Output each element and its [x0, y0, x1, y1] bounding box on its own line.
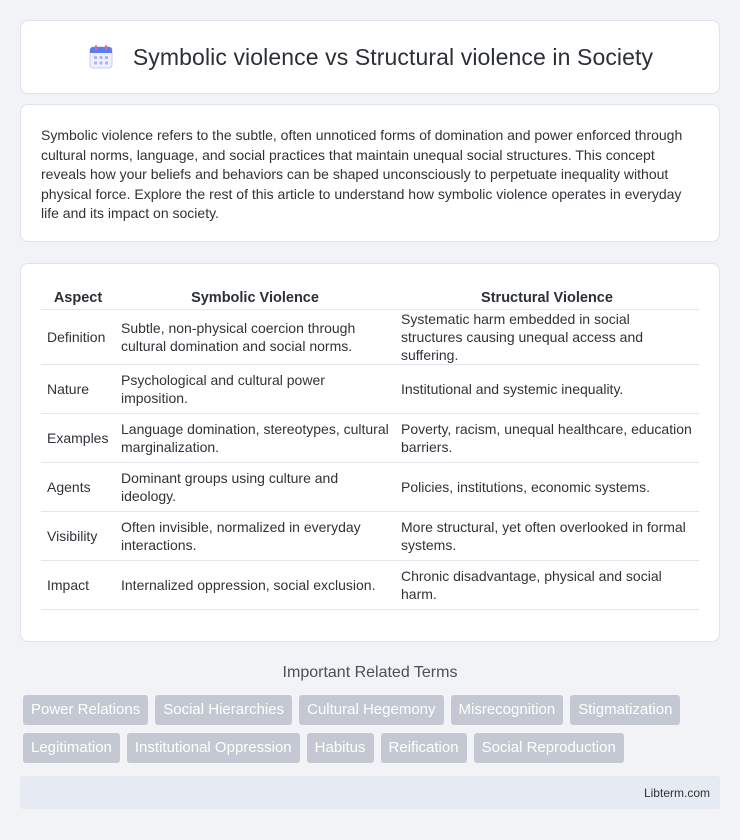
cell-structural: More structural, yet often overlooked in formal systems.	[395, 511, 699, 560]
cell-symbolic: Subtle, non-physical coercion through cultural domination and social norms.	[115, 309, 395, 364]
comparison-table	[41, 284, 699, 610]
footer-site-link[interactable]: Libterm.com	[643, 785, 710, 800]
title-wrap	[87, 43, 653, 71]
cell-symbolic: Often invisible, normalized in everyday interactions.	[115, 511, 395, 560]
tag-power-relations[interactable]: Power Relations	[23, 695, 148, 725]
header-structural: Structural Violence	[395, 284, 699, 309]
table-row	[41, 511, 699, 560]
header-symbolic: Symbolic Violence	[115, 284, 395, 309]
table-row	[41, 309, 699, 364]
table-header-row	[41, 284, 699, 309]
tag-misrecognition[interactable]: Misrecognition	[451, 695, 564, 725]
cell-aspect: Agents	[41, 462, 115, 511]
table-row	[41, 462, 699, 511]
cell-aspect: Definition	[41, 309, 115, 364]
tag-legitimation[interactable]: Legitimation	[23, 733, 120, 763]
header-aspect: Aspect	[41, 284, 115, 309]
related-terms-heading: Important Related Terms	[282, 664, 458, 681]
title-card	[20, 20, 720, 94]
table-row	[41, 364, 699, 413]
table-row	[41, 413, 699, 462]
page-title: Symbolic violence vs Structural violence in Society	[132, 43, 654, 70]
cell-aspect: Impact	[41, 560, 115, 609]
calendar-icon	[87, 43, 115, 71]
footer	[20, 776, 720, 809]
cell-structural: Poverty, racism, unequal healthcare, education barriers.	[395, 413, 699, 462]
tag-stigmatization[interactable]: Stigmatization	[570, 695, 680, 725]
cell-aspect: Examples	[41, 413, 115, 462]
cell-structural: Systematic harm embedded in social structures causing unequal access and suffering.	[395, 309, 699, 364]
table-row	[41, 560, 699, 609]
cell-symbolic: Psychological and cultural power imposition.	[115, 364, 395, 413]
tag-cultural-hegemony[interactable]: Cultural Hegemony	[299, 695, 443, 725]
related-terms-tags	[23, 695, 723, 763]
intro-card	[20, 104, 720, 242]
tag-reification[interactable]: Reification	[381, 733, 467, 763]
tag-social-hierarchies[interactable]: Social Hierarchies	[155, 695, 292, 725]
comparison-card	[20, 263, 720, 642]
cell-structural: Institutional and systemic inequality.	[395, 364, 699, 413]
cell-structural: Chronic disadvantage, physical and social harm.	[395, 560, 699, 609]
intro-paragraph: Symbolic violence refers to the subtle, often unnoticed forms of domination and power enforced through cultural norms, language, and social practices that maintain unequal social structures. This concept reveals how your beliefs and behaviors can be shaped unconsciously to perpetuate inequality without physical force. Explore the rest of this article to understand how symbolic violence operates in everyday life and its impact on society.	[41, 127, 683, 222]
tag-institutional-oppression[interactable]: Institutional Oppression	[127, 733, 300, 763]
cell-structural: Policies, institutions, economic systems.	[395, 462, 699, 511]
cell-aspect: Nature	[41, 364, 115, 413]
cell-aspect: Visibility	[41, 511, 115, 560]
cell-symbolic: Language domination, stereotypes, cultural marginalization.	[115, 413, 395, 462]
cell-symbolic: Internalized oppression, social exclusion.	[115, 560, 395, 609]
tag-social-reproduction[interactable]: Social Reproduction	[474, 733, 624, 763]
cell-symbolic: Dominant groups using culture and ideology.	[115, 462, 395, 511]
tag-habitus[interactable]: Habitus	[307, 733, 374, 763]
